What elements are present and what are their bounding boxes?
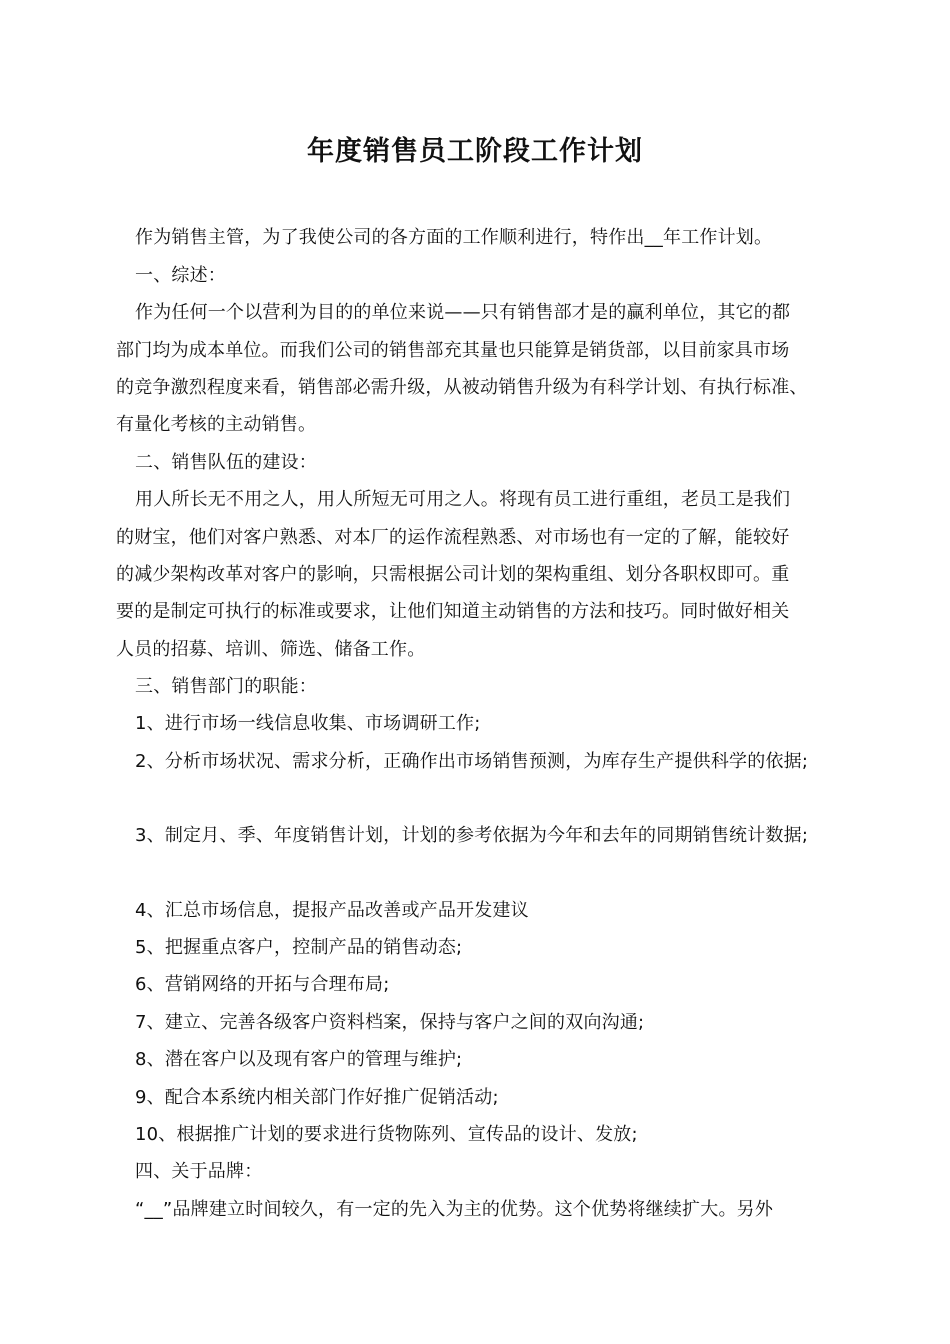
list-item: 10、根据推广计划的要求进行货物陈列、宣传品的设计、发放; [135, 1124, 638, 1145]
paragraph-line: 用人所长无不用之人，用人所短无可用之人。将现有员工进行重组，老员工是我们 [135, 489, 791, 510]
list-item: 5、把握重点客户，控制产品的销售动态; [135, 937, 463, 958]
section-heading: 二、销售队伍的建设： [135, 452, 317, 473]
document-title: 年度销售员工阶段工作计划 [307, 136, 643, 167]
paragraph-line: 作为销售主管，为了我使公司的各方面的工作顺利进行，特作出__年工作计划。 [135, 227, 773, 248]
list-item: 1、进行市场一线信息收集、市场调研工作; [135, 713, 481, 734]
section-heading: 一、综述： [135, 265, 226, 286]
list-item: 2、分析市场状况、需求分析，正确作出市场销售预测，为库存生产提供科学的依据; [135, 751, 809, 772]
list-item: 7、建立、完善各级客户资料档案，保持与客户之间的双向沟通; [135, 1012, 645, 1033]
section-heading: 四、关于品牌： [135, 1161, 263, 1182]
paragraph-line: 的竞争激烈程度来看，销售部必需升级，从被动销售升级为有科学计划、有执行标准、 [116, 377, 808, 398]
list-item: 3、制定月、季、年度销售计划，计划的参考依据为今年和去年的同期销售统计数据; [135, 825, 809, 846]
list-item: 4、汇总市场信息，提报产品改善或产品开发建议 [135, 900, 529, 921]
paragraph-line: 部门均为成本单位。而我们公司的销售部充其量也只能算是销货部，以目前家具市场 [116, 340, 790, 361]
list-item: 9、配合本系统内相关部门作好推广促销活动; [135, 1087, 499, 1108]
list-item: 6、营销网络的开拓与合理布局; [135, 974, 390, 995]
paragraph-line: 的减少架构改革对客户的影响，只需根据公司计划的架构重组、划分各职权即可。重 [116, 564, 790, 585]
paragraph-line: 有量化考核的主动销售。 [116, 414, 317, 435]
paragraph-line: “__”品牌建立时间较久，有一定的先入为主的优势。这个优势将继续扩大。另外 [135, 1199, 774, 1220]
section-heading: 三、销售部门的职能： [135, 676, 317, 697]
list-item: 8、潜在客户以及现有客户的管理与维护; [135, 1049, 463, 1070]
paragraph-line: 作为任何一个以营利为目的的单位来说——只有销售部才是的赢利单位，其它的都 [135, 302, 791, 323]
paragraph-line: 的财宝，他们对客户熟悉、对本厂的运作流程熟悉、对市场也有一定的了解，能较好 [116, 527, 790, 548]
paragraph-line: 人员的招募、培训、筛选、储备工作。 [116, 639, 426, 660]
paragraph-line: 要的是制定可执行的标准或要求，让他们知道主动销售的方法和技巧。同时做好相关 [116, 601, 790, 622]
